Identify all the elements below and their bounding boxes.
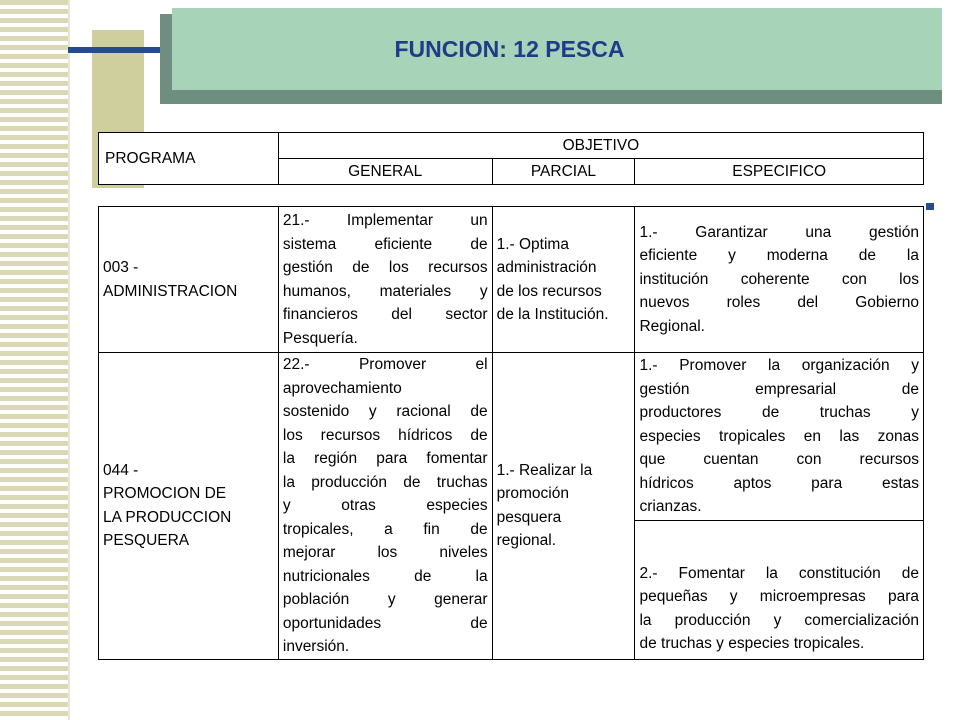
parcial-line: 1.- Realizar la (496, 461, 593, 479)
especifico-line: 1.- Promover la organización y (639, 357, 919, 375)
especifico-cell (635, 353, 924, 521)
decorative-stripe-border (0, 0, 68, 720)
header-parcial: PARCIAL (492, 159, 635, 185)
general-line: Pesquería. (282, 329, 358, 347)
programa-line: PROMOCION DE (103, 485, 227, 503)
general-line: financieros del sector (282, 306, 488, 323)
general-line: población y generar (282, 591, 488, 608)
parcial-line: de la Institución. (496, 306, 609, 323)
decorative-blue-line (68, 47, 168, 53)
header-programa: PROGRAMA (99, 133, 279, 185)
parcial-cell (492, 207, 635, 353)
especifico-line: eficiente y moderna de la (639, 247, 919, 265)
bullet-marker (926, 203, 934, 210)
general-line: sistema eficiente de (282, 235, 488, 253)
especifico-line: crianzas. (639, 498, 702, 516)
especifico-line: especies tropicales en las zonas (639, 427, 919, 445)
especifico-line: de truchas y especies tropicales. (639, 635, 865, 652)
general-line: humanos, materiales y (282, 282, 488, 300)
objectives-table (98, 206, 924, 660)
especifico-line: institución coherente con los (639, 270, 919, 288)
general-line: 22.- Promover el (282, 356, 488, 373)
general-line: la región para fomentar (282, 450, 488, 467)
especifico-line: que cuentan con recursos (639, 451, 919, 469)
parcial-line: de los recursos (496, 282, 602, 300)
decorative-stripe-edge (68, 0, 70, 720)
especifico-cell (635, 521, 924, 659)
general-line: mejorar los niveles (282, 544, 488, 561)
parcial-line: pesquera (496, 508, 562, 526)
general-line: gestión de los recursos (282, 259, 488, 276)
header-objetivo: OBJETIVO (278, 133, 923, 159)
general-cell (278, 353, 492, 660)
general-line: 21.- Implementar un (282, 212, 488, 229)
programa-line: 044 - (103, 461, 139, 479)
general-line: los recursos hídricos de (282, 426, 488, 444)
header-table (98, 132, 924, 185)
header-especifico: ESPECIFICO (635, 159, 924, 185)
header-general: GENERAL (278, 159, 492, 185)
especifico-line: 1.- Garantizar una gestión (639, 223, 919, 241)
general-cell (278, 207, 492, 353)
programa-line: ADMINISTRACION (103, 282, 238, 300)
general-line: sostenido y racional de (282, 403, 488, 420)
general-line: inversión. (282, 638, 350, 655)
parcial-line: administración (496, 259, 597, 276)
general-line: oportunidades de (282, 614, 488, 632)
table-row (99, 353, 924, 521)
slide-title: FUNCION: 12 PESCA (394, 35, 625, 62)
programa-cell (99, 353, 279, 660)
parcial-line: 1.- Optima (496, 235, 569, 253)
parcial-line: regional. (496, 532, 557, 550)
general-line: tropicales, a fin de (282, 520, 488, 538)
programa-line: 003 - (103, 259, 139, 276)
table-row (99, 207, 924, 353)
especifico-cell (635, 207, 924, 353)
programa-line: PESQUERA (103, 532, 190, 550)
programa-cell (99, 207, 279, 353)
especifico-line: pequeñas y microempresas para (639, 588, 919, 605)
title-banner (172, 8, 942, 90)
especifico-line: gestión empresarial de (639, 380, 919, 398)
general-line: nutricionales de la (282, 567, 488, 585)
especifico-line: 2.- Fomentar la constitución de (639, 564, 919, 582)
general-line: y otras especies (282, 497, 488, 514)
especifico-line: la producción y comercialización (639, 611, 919, 629)
especifico-line: nuevos roles del Gobierno (639, 294, 919, 312)
especifico-line: hídricos aptos para estas (639, 474, 919, 492)
programa-line: LA PRODUCCION (103, 508, 232, 526)
especifico-line: Regional. (639, 317, 705, 335)
parcial-line: promoción (496, 485, 569, 503)
especifico-line: productores de truchas y (639, 404, 919, 422)
general-line: aprovechamiento (282, 379, 402, 397)
parcial-cell (492, 353, 635, 660)
general-line: la producción de truchas (282, 473, 488, 491)
